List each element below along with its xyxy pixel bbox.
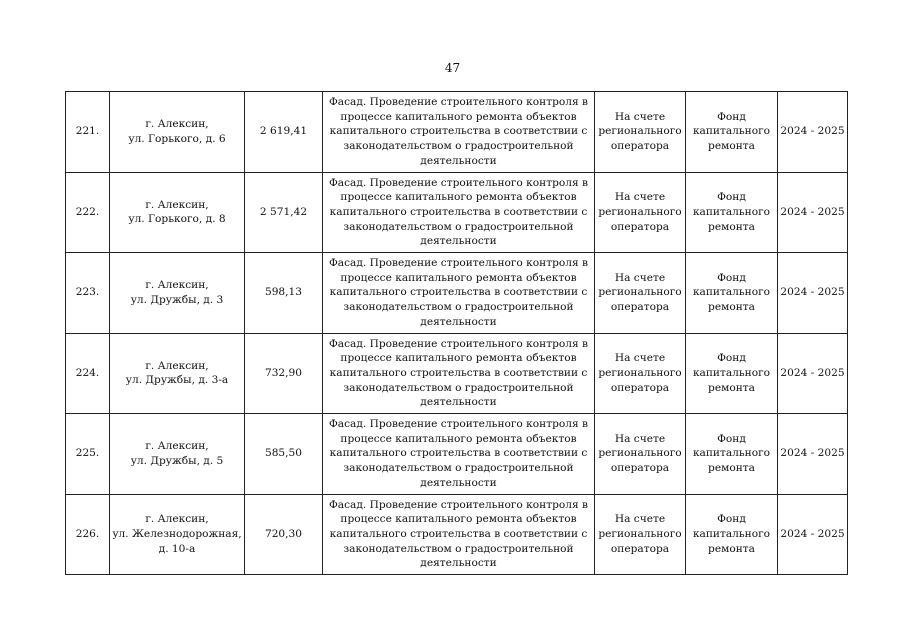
area-cell	[245, 253, 323, 334]
work-description-cell-line: деятельности	[420, 476, 497, 489]
account-cell	[595, 172, 686, 253]
funding-source-cell-line: Фонд	[717, 352, 746, 365]
account-cell-line: оператора	[610, 381, 670, 394]
work-description-cell-line: Фасад. Проведение строительного контроля в	[329, 418, 588, 431]
work-description-cell-line: процессе капитального ремонта объектов	[340, 352, 577, 365]
page-number: 47	[444, 61, 461, 75]
table-row	[66, 494, 848, 575]
area-cell	[245, 92, 323, 173]
address-cell-line: ул. Дружбы, д. 3	[130, 293, 224, 306]
period-cell-text: 2024 - 2025	[780, 527, 845, 540]
account-cell-line: оператора	[610, 301, 670, 314]
address-cell-line: ул. Дружбы, д. 3-а	[125, 374, 229, 387]
funding-source-cell	[686, 494, 778, 575]
account-cell	[595, 333, 686, 414]
work-description-cell-line: законодательством о градостроительной	[343, 542, 574, 555]
row-number-cell	[66, 92, 110, 173]
table-row	[66, 333, 848, 414]
table-row	[66, 253, 848, 334]
area-cell	[245, 172, 323, 253]
funding-source-cell	[686, 414, 778, 495]
address-cell	[110, 494, 245, 575]
work-description-cell	[323, 494, 595, 575]
row-number-cell	[66, 494, 110, 575]
row-number-cell-text: 223.	[75, 286, 100, 299]
table-row	[66, 172, 848, 253]
funding-source-cell-line: Фонд	[717, 432, 746, 445]
area-cell	[245, 494, 323, 575]
address-cell-line: г. Алексин,	[145, 440, 209, 453]
funding-source-cell	[686, 333, 778, 414]
account-cell-line: На счете	[614, 352, 666, 365]
period-cell-text: 2024 - 2025	[780, 125, 845, 138]
account-cell-line: регионального	[598, 527, 682, 540]
account-cell	[595, 92, 686, 173]
period-cell	[778, 333, 848, 414]
work-description-cell-line: процессе капитального ремонта объектов	[340, 271, 577, 284]
funding-source-cell-line: капитального	[692, 527, 771, 540]
area-cell-text: 720,30	[264, 527, 303, 540]
row-number-cell	[66, 172, 110, 253]
account-cell-line: На счете	[614, 432, 666, 445]
work-description-cell-line: деятельности	[420, 235, 497, 248]
account-cell-line: оператора	[610, 140, 670, 153]
area-cell-text: 585,50	[264, 447, 303, 460]
funding-source-cell-line: капитального	[692, 286, 771, 299]
address-cell-line: г. Алексин,	[145, 198, 209, 211]
account-cell-line: оператора	[610, 462, 670, 475]
work-description-cell-line: процессе капитального ремонта объектов	[340, 513, 577, 526]
address-cell-line: ул. Дружбы, д. 5	[130, 454, 224, 467]
account-cell-line: На счете	[614, 191, 666, 204]
period-cell	[778, 92, 848, 173]
funding-source-cell-line: ремонта	[708, 140, 755, 153]
account-cell-line: оператора	[610, 220, 670, 233]
period-cell	[778, 494, 848, 575]
account-cell	[595, 494, 686, 575]
account-cell-line: На счете	[614, 271, 666, 284]
account-cell-line: оператора	[610, 542, 670, 555]
work-description-cell	[323, 414, 595, 495]
account-cell-line: регионального	[598, 366, 682, 379]
address-cell-line: ул. Железнодорожная,	[112, 527, 242, 540]
period-cell-text: 2024 - 2025	[780, 366, 845, 379]
row-number-cell-text: 225.	[75, 447, 100, 460]
row-number-cell	[66, 253, 110, 334]
table-row	[66, 414, 848, 495]
work-description-cell-line: процессе капитального ремонта объектов	[340, 110, 577, 123]
work-description-cell-line: капитального строительства в соответствии с	[329, 366, 588, 379]
work-description-cell-line: деятельности	[420, 396, 497, 409]
account-cell	[595, 253, 686, 334]
work-description-cell-line: законодательством о градостроительной	[343, 301, 574, 314]
works-table	[65, 91, 848, 575]
work-description-cell-line: Фасад. Проведение строительного контроля в	[329, 176, 588, 189]
address-cell	[110, 172, 245, 253]
address-cell-line: г. Алексин,	[145, 118, 209, 131]
work-description-cell-line: капитального строительства в соответствии с	[329, 205, 588, 218]
address-cell-line: ул. Горького, д. 6	[128, 132, 226, 145]
funding-source-cell	[686, 172, 778, 253]
work-description-cell	[323, 253, 595, 334]
funding-source-cell-line: Фонд	[717, 191, 746, 204]
area-cell-text: 732,90	[264, 366, 303, 379]
work-description-cell	[323, 172, 595, 253]
period-cell-text: 2024 - 2025	[780, 205, 845, 218]
work-description-cell-line: капитального строительства в соответствии с	[329, 286, 588, 299]
period-cell	[778, 414, 848, 495]
account-cell-line: регионального	[598, 205, 682, 218]
funding-source-cell-line: ремонта	[708, 220, 755, 233]
account-cell-line: На счете	[614, 110, 666, 123]
work-description-cell-line: деятельности	[420, 315, 497, 328]
work-description-cell-line: Фасад. Проведение строительного контроля в	[329, 257, 588, 270]
address-cell	[110, 414, 245, 495]
row-number-cell-text: 222.	[75, 205, 100, 218]
address-cell	[110, 253, 245, 334]
funding-source-cell	[686, 253, 778, 334]
funding-source-cell-line: капитального	[692, 366, 771, 379]
work-description-cell-line: законодательством о градостроительной	[343, 140, 574, 153]
funding-source-cell-line: капитального	[692, 205, 771, 218]
row-number-cell	[66, 414, 110, 495]
work-description-cell-line: законодательством о градостроительной	[343, 462, 574, 475]
area-cell-text: 2 571,42	[259, 205, 308, 218]
period-cell-text: 2024 - 2025	[780, 447, 845, 460]
funding-source-cell-line: Фонд	[717, 110, 746, 123]
funding-source-cell-line: капитального	[692, 125, 771, 138]
funding-source-cell-line: капитального	[692, 447, 771, 460]
work-description-cell-line: Фасад. Проведение строительного контроля в	[329, 337, 588, 350]
work-description-cell-line: капитального строительства в соответствии с	[329, 447, 588, 460]
work-description-cell-line: процессе капитального ремонта объектов	[340, 191, 577, 204]
work-description-cell-line: процессе капитального ремонта объектов	[340, 432, 577, 445]
work-description-cell-line: капитального строительства в соответствии с	[329, 125, 588, 138]
work-description-cell	[323, 333, 595, 414]
funding-source-cell	[686, 92, 778, 173]
address-cell	[110, 333, 245, 414]
funding-source-cell-line: Фонд	[717, 271, 746, 284]
funding-source-cell-line: ремонта	[708, 381, 755, 394]
funding-source-cell-line: ремонта	[708, 542, 755, 555]
area-cell	[245, 414, 323, 495]
account-cell-line: регионального	[598, 447, 682, 460]
period-cell	[778, 172, 848, 253]
work-description-cell-line: деятельности	[420, 557, 497, 570]
area-cell-text: 598,13	[264, 286, 303, 299]
funding-source-cell-line: ремонта	[708, 462, 755, 475]
table-row	[66, 92, 848, 173]
address-cell-line: г. Алексин,	[145, 359, 209, 372]
work-description-cell-line: деятельности	[420, 154, 497, 167]
address-cell-line: г. Алексин,	[145, 513, 209, 526]
address-cell	[110, 92, 245, 173]
address-cell-line: ул. Горького, д. 8	[128, 213, 226, 226]
funding-source-cell-line: Фонд	[717, 513, 746, 526]
area-cell-text: 2 619,41	[259, 125, 308, 138]
account-cell-line: регионального	[598, 125, 682, 138]
work-description-cell-line: законодательством о градостроительной	[343, 381, 574, 394]
work-description-cell-line: Фасад. Проведение строительного контроля в	[329, 498, 588, 511]
row-number-cell-text: 226.	[75, 527, 100, 540]
work-description-cell-line: Фасад. Проведение строительного контроля в	[329, 96, 588, 109]
account-cell-line: На счете	[614, 513, 666, 526]
area-cell	[245, 333, 323, 414]
row-number-cell-text: 224.	[75, 366, 100, 379]
period-cell-text: 2024 - 2025	[780, 286, 845, 299]
work-description-cell-line: законодательством о градостроительной	[343, 220, 574, 233]
work-description-cell	[323, 92, 595, 173]
account-cell	[595, 414, 686, 495]
row-number-cell-text: 221.	[75, 125, 100, 138]
account-cell-line: регионального	[598, 286, 682, 299]
address-cell-line: д. 10-а	[158, 542, 196, 555]
period-cell	[778, 253, 848, 334]
funding-source-cell-line: ремонта	[708, 301, 755, 314]
work-description-cell-line: капитального строительства в соответствии с	[329, 527, 588, 540]
address-cell-line: г. Алексин,	[145, 279, 209, 292]
row-number-cell	[66, 333, 110, 414]
table-body	[66, 92, 848, 575]
